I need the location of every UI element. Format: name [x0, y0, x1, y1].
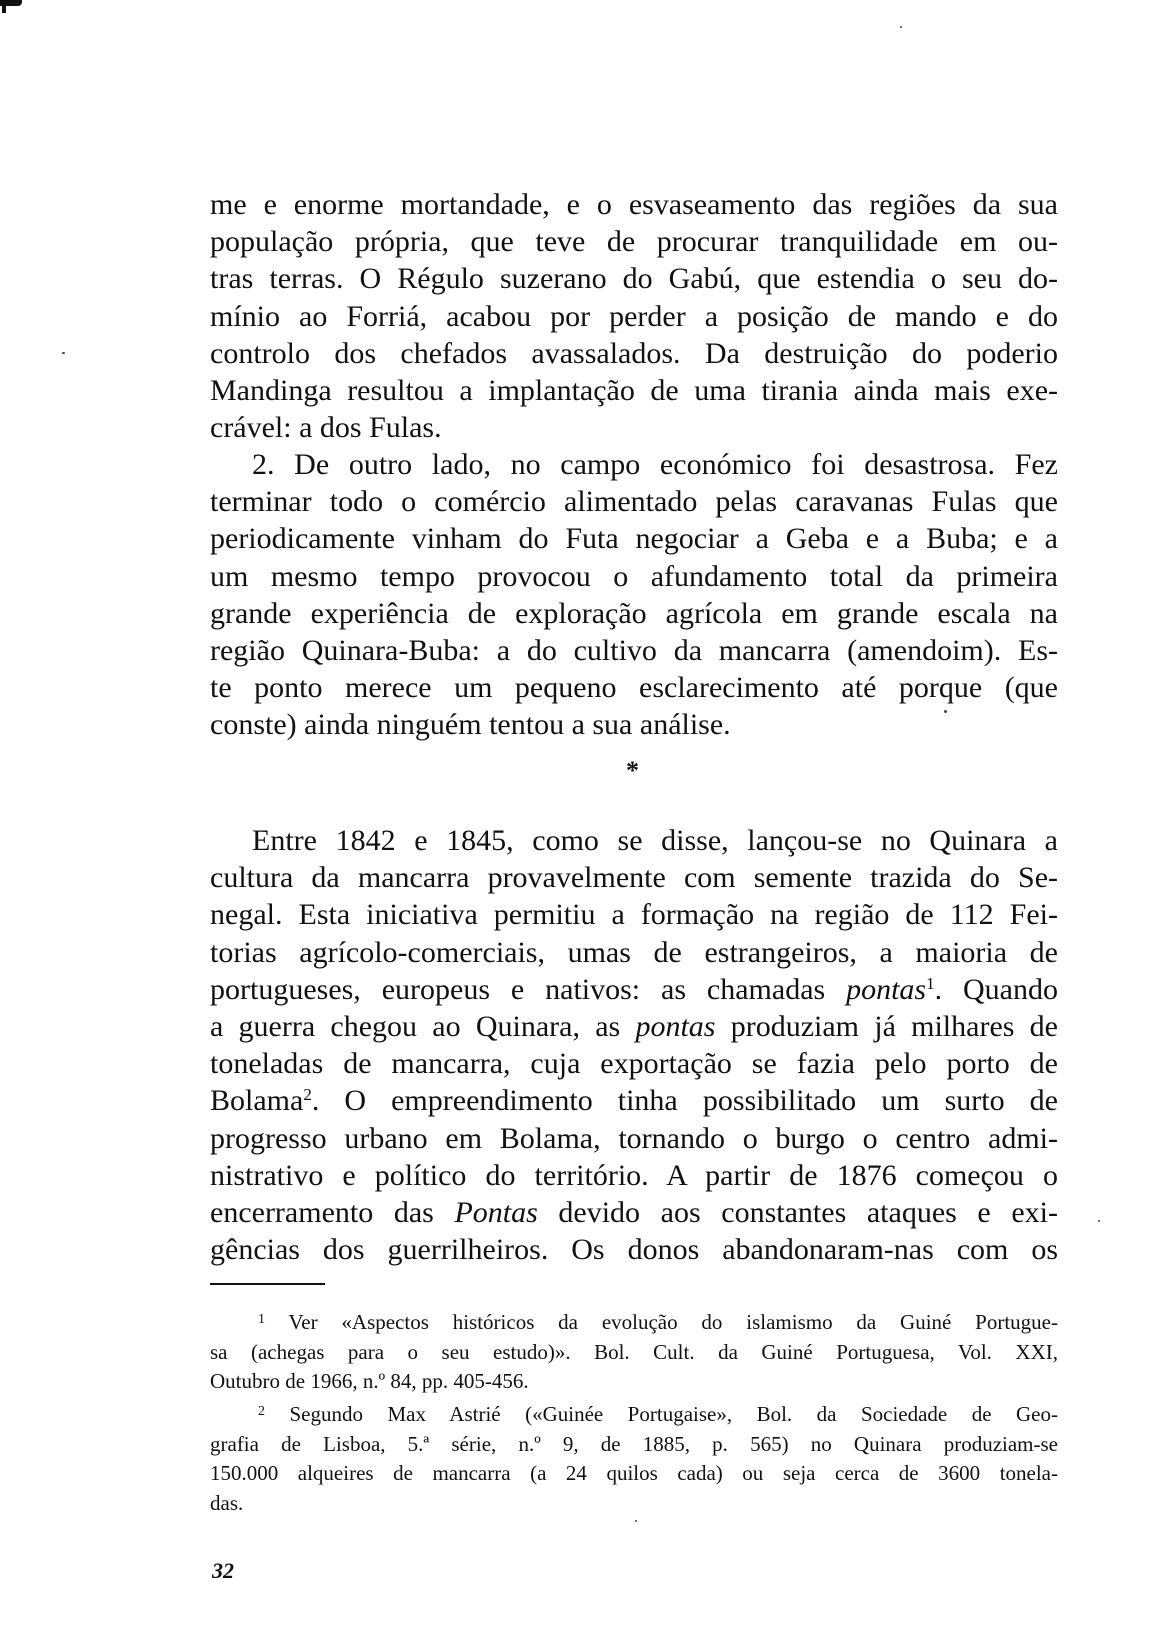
text-fragment: encerramento das [210, 1196, 455, 1230]
scan-speck [1098, 1220, 1100, 1222]
footnote-separator-rule [210, 1283, 325, 1285]
scan-speck [900, 26, 902, 28]
section-separator: * [626, 756, 639, 785]
text-line [210, 1194, 1058, 1231]
text-line: população própria, que teve de procurar tranquilidade em ou- [210, 225, 1058, 259]
text-line: grande experiência de exploração agrícola em grande escala na [210, 596, 1058, 630]
scan-speck [62, 352, 65, 354]
footnote-line: 150.000 alqueires de mancarra (a 24 quilos cada) ou seja cerca de 3600 tonela- [210, 1461, 1058, 1485]
text-line: tras terras. O Régulo suzerano do Gabú, que estendia o seu do- [210, 262, 1058, 296]
italic-term: Pontas [454, 1196, 538, 1230]
italic-term: pontas [635, 1010, 716, 1044]
footnote-2 [210, 1400, 1058, 1518]
text-line: nistrativo e político do território. A partir de 1876 começou o [210, 1158, 1058, 1192]
text-fragment: produziam já milhares de [715, 1010, 1059, 1044]
text-line: gências dos guerrilheiros. Os donos abandonaram-nas com os [210, 1233, 1058, 1267]
scan-corner-mark [0, 0, 22, 6]
paragraph-economic-impact [210, 446, 1058, 744]
footnote-line: das. [210, 1490, 244, 1515]
text-line [210, 1082, 1058, 1119]
text-fragment: . O empreendimento tinha possibilitado um surto de [311, 1084, 1058, 1118]
text-line: mínio ao Forriá, acabou por perder a posição de mando e do [210, 299, 1058, 333]
text-line: conste) ainda ninguém tentou a sua análise. [210, 708, 731, 742]
text-line: terminar todo o comércio alimentado pelas caravanas Fulas que [210, 485, 1058, 519]
text-line: me e enorme mortandade, e o esvaseamento das regiões da sua [210, 188, 1058, 221]
text-line: crável: a dos Fulas. [210, 411, 442, 445]
text-line: região Quinara-Buba: a do cultivo da mancarra (amendoim). Es- [210, 634, 1058, 668]
text-fragment: Ver «Aspectos históricos da evolução do islamismo da Guiné Portugue- [288, 1310, 1058, 1334]
page-number: 32 [212, 1558, 234, 1583]
footnote-line: Outubro de 1966, n.º 84, pp. 405-456. [210, 1369, 529, 1393]
text-line: periodicamente vinham do Futa negociar a Geba e a Buba; e a [210, 522, 1058, 556]
footnote-reference: 1 [926, 973, 935, 993]
text-line: te ponto merece um pequeno esclarecimento até porque (que [210, 671, 1058, 705]
text-line: negal. Esta iniciativa permitiu a formação na região de 112 Fei- [210, 898, 1058, 932]
footnote-line: sa (achegas para o seu estudo)». Bol. Cult. da Guiné Portuguesa, Vol. XXI, [210, 1339, 1058, 1364]
footnote-number: 2 [258, 1404, 265, 1419]
text-line: Entre 1842 e 1845, como se disse, lançou-se no Quinara a [252, 824, 1058, 857]
text-line [210, 971, 1058, 1008]
footnote-line: grafia de Lisboa, 5.ª série, n.º 9, de 1885, p. 565) no Quinara produziam-se [210, 1431, 1058, 1456]
text-line: Mandinga resultou a implantação de uma tirania ainda mais exe- [210, 374, 1058, 408]
text-line: torias agrícolo-comerciais, umas de estrangeiros, a maioria de [210, 935, 1058, 969]
scan-speck [635, 1520, 637, 1522]
text-line: um mesmo tempo provocou o afundamento total da primeira [210, 559, 1058, 593]
footnote-1 [210, 1308, 1058, 1397]
paragraph-mancarra-history [210, 822, 1058, 1268]
footnote-line [210, 1308, 1058, 1338]
text-line: toneladas de mancarra, cuja exportação se fazia pelo porto de [210, 1047, 1058, 1081]
footnote-number: 1 [258, 1312, 265, 1327]
text-line [210, 1008, 1058, 1045]
text-fragment: portugueses, europeus e nativos: as chamadas [210, 972, 847, 1006]
text-fragment: Segundo Max Astrié («Guinée Portugaise», Bol. da Sociedade de Geo- [289, 1402, 1058, 1426]
text-line: cultura da mancarra provavelmente com semente trazida do Se- [210, 861, 1058, 895]
text-fragment: . Quando [934, 972, 1058, 1006]
text-fragment: devido aos constantes ataques e exi- [537, 1196, 1058, 1230]
footnote-reference: 2 [303, 1085, 312, 1105]
footnote-line [210, 1400, 1058, 1430]
paragraph-continuation [210, 186, 1058, 446]
text-line: 2. De outro lado, no campo económico foi desastrosa. Fez [252, 448, 1058, 481]
italic-term: pontas [846, 972, 927, 1006]
text-line: progresso urbano em Bolama, tornando o burgo o centro admi- [210, 1121, 1058, 1155]
text-fragment: Bolama [210, 1084, 304, 1118]
text-line: controlo dos chefados avassalados. Da destruição do poderio [210, 336, 1058, 370]
text-fragment: a guerra chegou ao Quinara, as [210, 1010, 636, 1044]
